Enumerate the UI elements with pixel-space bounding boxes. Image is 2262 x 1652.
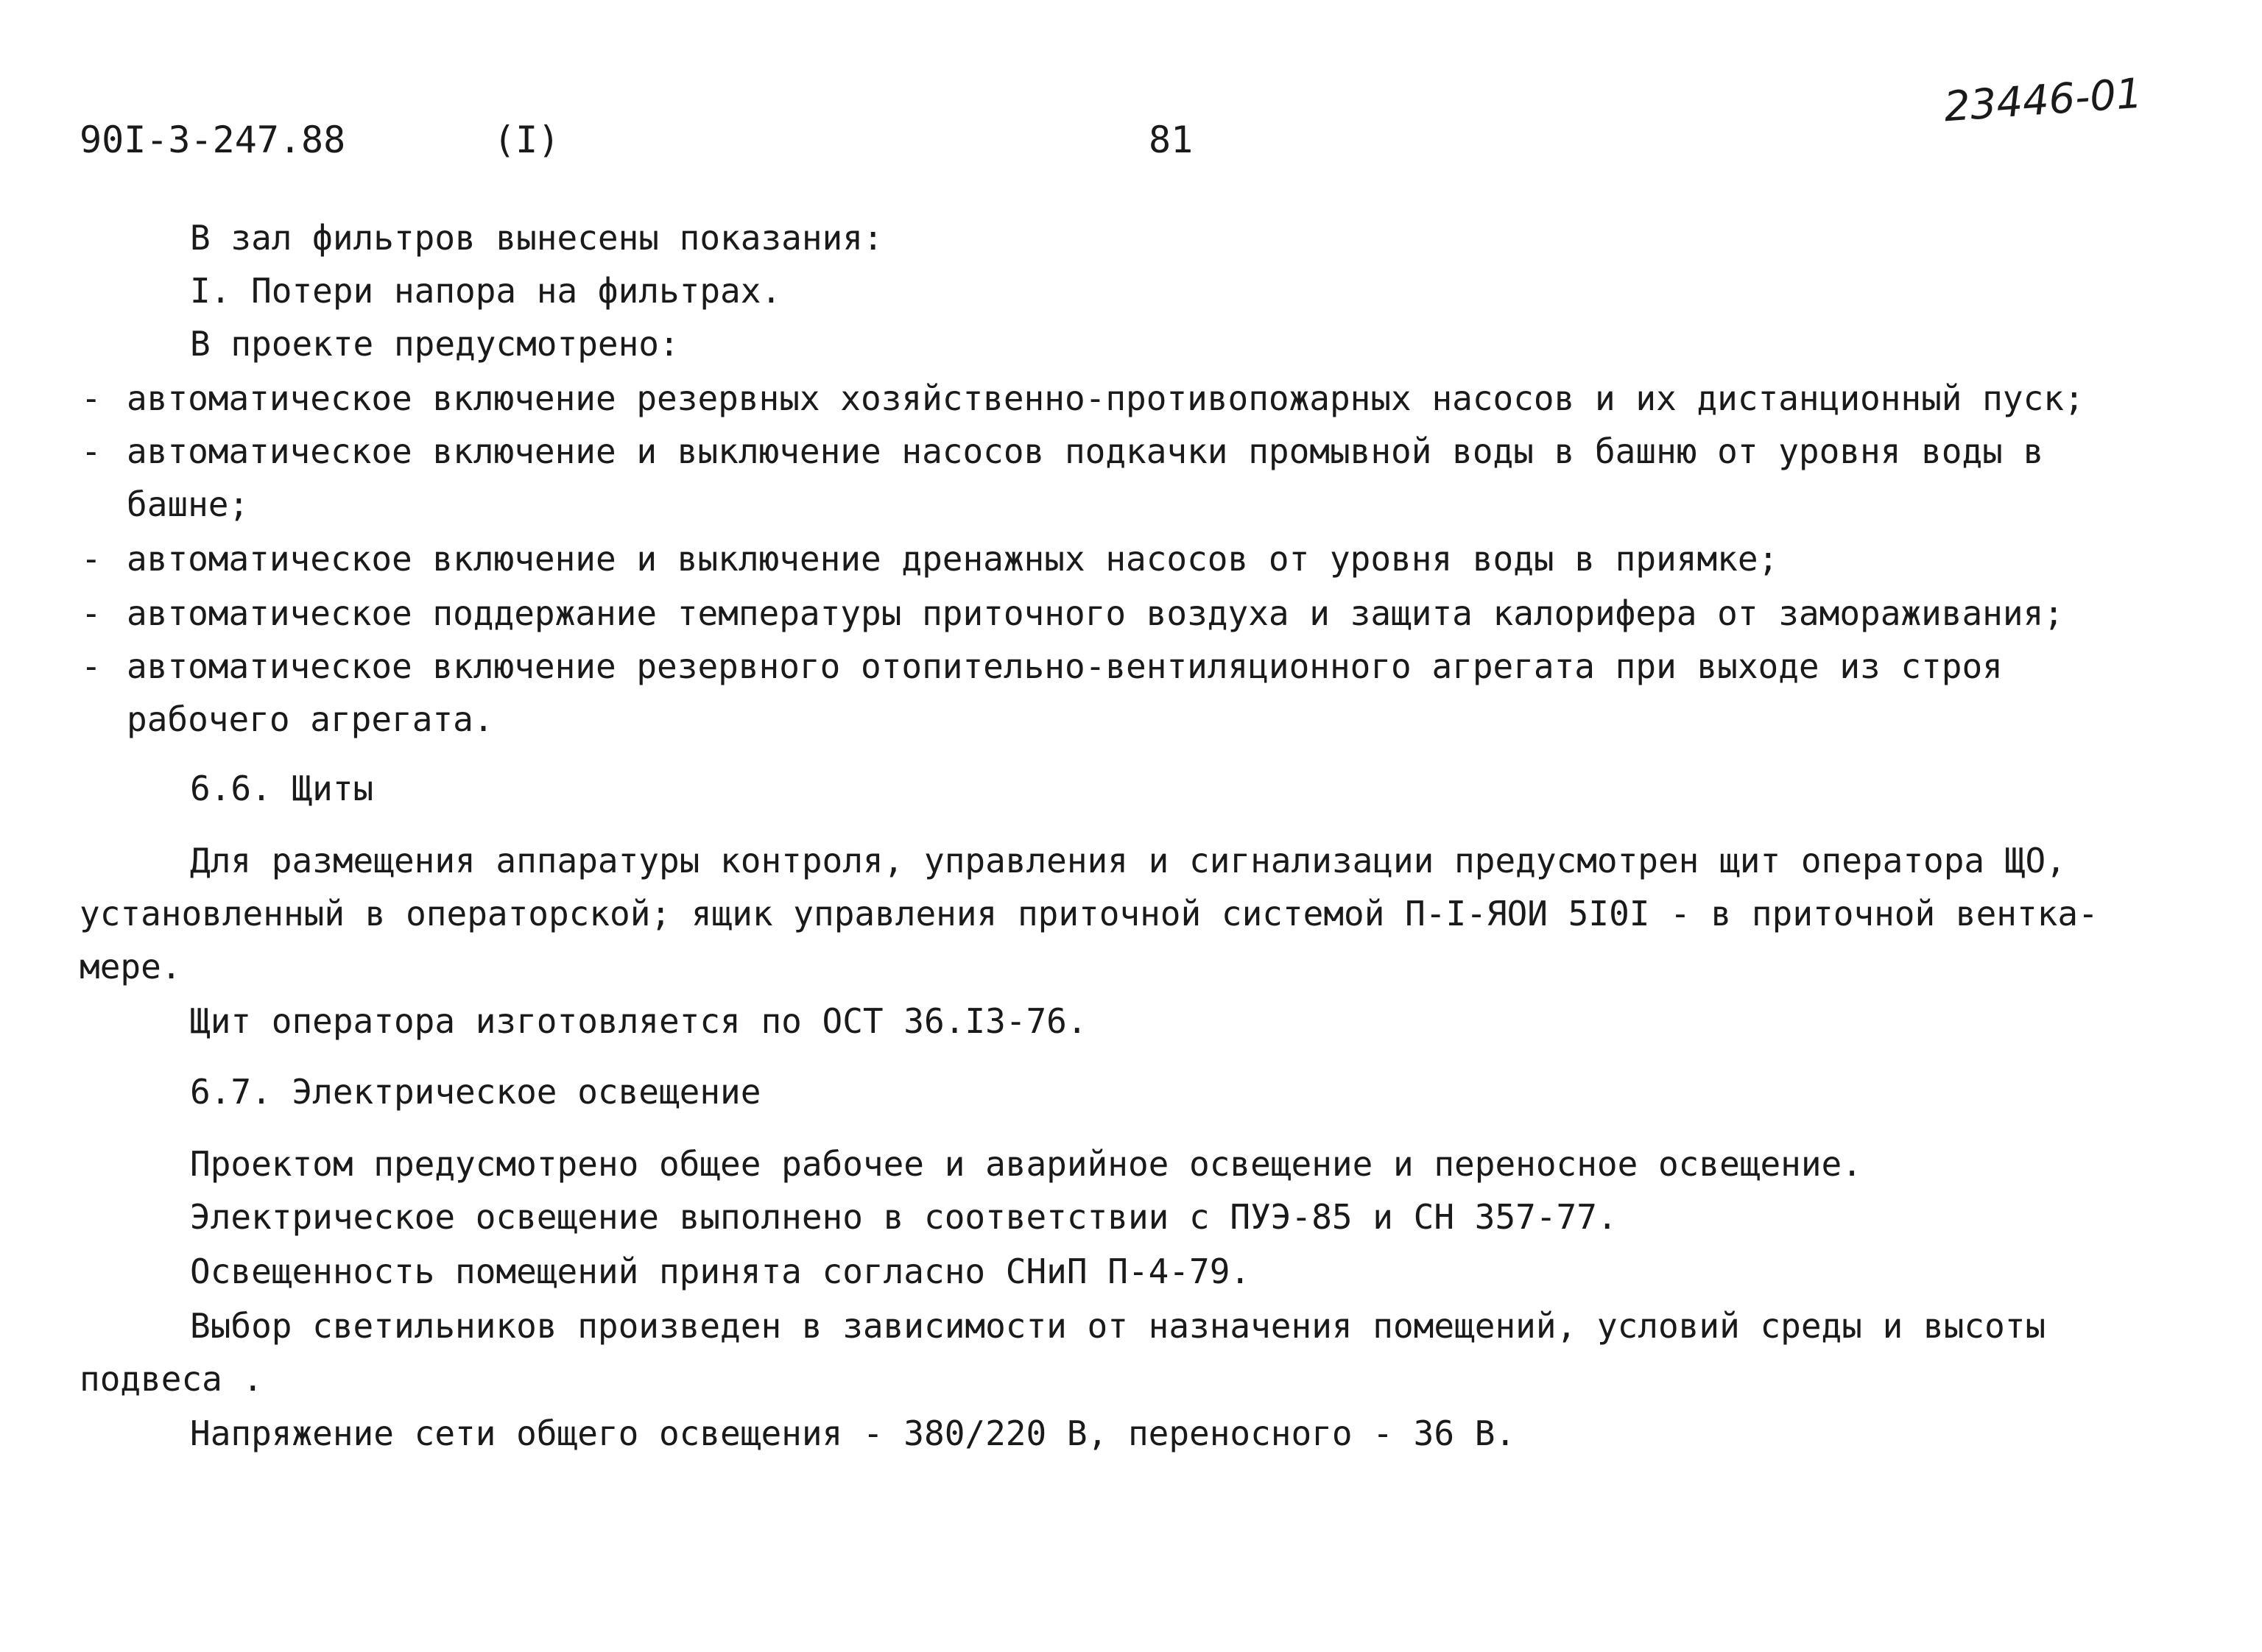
document-code: 90I-3-247.88 — [80, 119, 346, 161]
list-dash: - — [81, 593, 102, 633]
list-item-line: автоматическое поддержание температуры приточного воздуха и защита калорифера от замораживания; — [127, 593, 2064, 633]
list-item-line: автоматическое включение резервных хозяйственно-противопожарных насосов и их дистанционный пуск; — [127, 378, 2085, 418]
paragraph-panels-line-1: Для размещения аппаратуры контроля, управления и сигнализации предусмотрен щит оператора ЩО, — [190, 841, 2066, 880]
list-item-line: автоматическое включение и выключение насосов подкачки промывной воды в башню от уровня воды в — [127, 431, 2044, 471]
paragraph-lighting-standards: Электрическое освещение выполнено в соответствии с ПУЭ-85 и СН 357-77. — [190, 1197, 1618, 1237]
paragraph-operator-panel: Щит оператора изготовляется по ОСТ 36.I3-76. — [190, 1001, 1088, 1041]
list-dash: - — [81, 378, 102, 418]
list-dash: - — [81, 646, 102, 686]
paragraph-luminaires-line-1: Выбор светильников произведен в зависимости от назначения помещений, условий среды и высоты — [190, 1306, 2046, 1346]
paragraph-illumination: Освещенность помещений принята согласно СНиП П-4-79. — [190, 1252, 1251, 1291]
list-dash: - — [81, 539, 102, 579]
list-item-continuation: башне; — [127, 484, 250, 524]
list-item-line: автоматическое включение резервного отопительно-вентиляционного агрегата при выходе из строя — [127, 646, 2003, 686]
list-dash: - — [81, 431, 102, 471]
volume-number: (I) — [493, 119, 560, 161]
page-number: 81 — [1149, 119, 1194, 161]
paragraph-pressure-loss: I. Потери напора на фильтрах. — [190, 271, 782, 311]
inventory-stamp: 23446-01 — [1942, 69, 2144, 132]
paragraph-project-provides: В проекте предусмотрено: — [190, 324, 680, 364]
paragraph-panels-line-2: установленный в операторской; ящик управления приточной системой П-I-ЯОИ 5I0I - в приточной вентка- — [80, 894, 2099, 933]
paragraph-luminaires-line-2: подвеса . — [80, 1359, 264, 1399]
section-title-lighting: 6.7. Электрическое освещение — [190, 1072, 761, 1112]
paragraph-lighting-types: Проектом предусмотрено общее рабочее и аварийное освещение и переносное освещение. — [190, 1144, 1862, 1184]
section-title-panels: 6.6. Щиты — [190, 769, 374, 808]
list-item-line: автоматическое включение и выключение дренажных насосов от уровня воды в приямке; — [127, 539, 1779, 579]
paragraph-filters-hall: В зал фильтров вынесены показания: — [190, 218, 884, 258]
paragraph-panels-line-3: мере. — [80, 947, 182, 986]
list-item-continuation: рабочего агрегата. — [127, 699, 494, 739]
paragraph-voltage: Напряжение сети общего освещения - 380/220 В, переносного - 36 В. — [190, 1413, 1516, 1453]
